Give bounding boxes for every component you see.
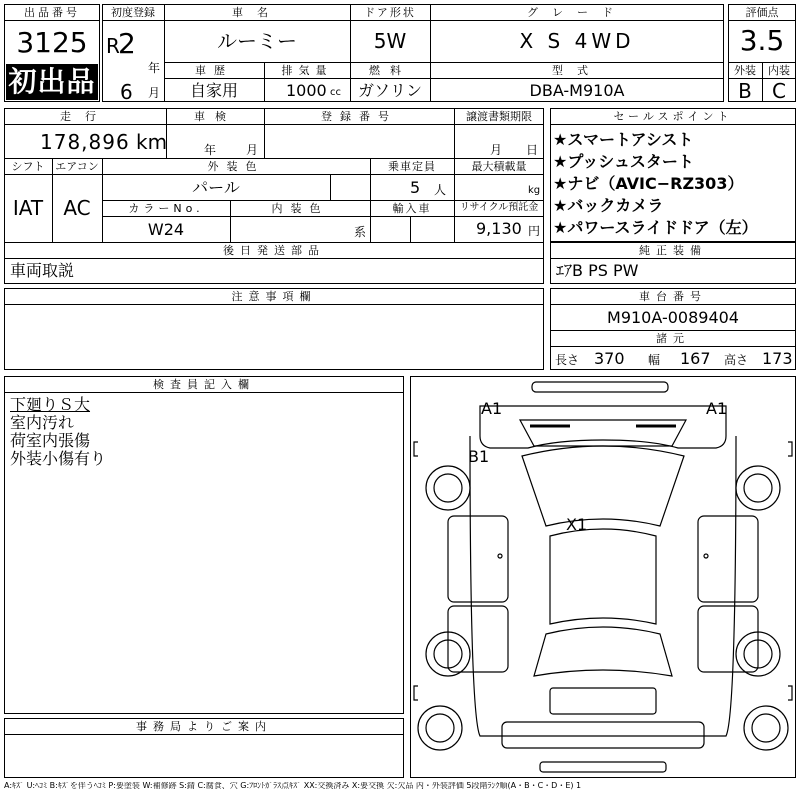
grade-value: X S 4WD (519, 29, 635, 53)
history-value: 自家用 (189, 81, 238, 100)
chassis-value: M910A-0089404 (607, 308, 739, 327)
max-load-unit: kg (528, 185, 541, 196)
right-front-door (698, 516, 758, 602)
model-label: 型式 (552, 63, 602, 77)
inspection-month-unit: 月 (246, 143, 259, 157)
exterior-grade: B (738, 79, 752, 103)
later-parts-value: 車両取説 (10, 261, 75, 280)
capacity-value: 5 (410, 178, 421, 197)
shift-value: IAT (12, 196, 44, 220)
displacement-unit: cc (330, 87, 341, 98)
inspection-year-unit: 年 (204, 143, 217, 157)
standard-equip-value: ｴｱB PS PW (556, 261, 639, 280)
ext-color-label: 外装色 (207, 159, 265, 173)
grade-label: グレード (527, 5, 627, 19)
cabin (522, 446, 684, 526)
interior-grade: C (772, 79, 786, 103)
sales-point-1: ★スマートアシスト (553, 130, 694, 149)
damage-mark-front-right: A1 (706, 399, 728, 418)
later-parts-label: 後日発送部品 (223, 243, 325, 257)
shift-label: シフト (11, 159, 45, 173)
mileage-value: 178,896 (40, 130, 130, 154)
rear-bumper (502, 722, 704, 748)
ac-value: AC (63, 196, 91, 220)
mileage-label: 走行 (60, 109, 110, 123)
inspector-line-4: 外装小傷有り (10, 449, 107, 468)
history-label: 車歴 (195, 63, 233, 77)
damage-mark-roof: X1 (566, 515, 588, 534)
int-color-unit: 系 (354, 225, 367, 239)
fuel-value: ガソリン (357, 81, 422, 100)
spare-wheel-right (744, 706, 788, 750)
length-label: 長さ (555, 353, 580, 367)
legend: A:ｷｽﾞ U:ﾍｺﾐ B:ｷｽﾞを伴うﾍｺﾐ P:要塗装 W:補修跡 S:錆 C:腐食、穴 G:ﾌﾛﾝﾄｶﾞﾗｽ点ｷｽﾞ XX:交換済み X:要交換 欠:欠品 内・外装評価 5段階ﾗﾝｸ順(A・B・C・D・E) 1 (4, 782, 582, 790)
import-label: 輸入車 (392, 201, 432, 215)
front-bumper (532, 382, 668, 392)
sales-point-3: ★ナビ（AVIC−RZ303） (553, 174, 744, 193)
height-label: 高さ (724, 353, 749, 367)
capacity-label: 乗車定員 (388, 159, 436, 173)
model-value: DBA-M910A (529, 81, 625, 100)
max-load-label: 最大積載量 (471, 159, 527, 173)
tailgate (550, 688, 656, 714)
ext-color-value: パール (192, 178, 240, 197)
car-diagram (410, 376, 796, 778)
displacement-value: 1000 (286, 81, 327, 100)
month-unit: 月 (148, 86, 161, 100)
spare-wheel-left (418, 706, 462, 750)
fuel-label: 燃料 (369, 63, 411, 77)
first-reg-label: 初度登録 (111, 5, 155, 19)
height-value: 173 (762, 349, 793, 368)
transfer-month-unit: 月 (490, 143, 503, 157)
office-label: 事務局よりご案内 (136, 719, 272, 733)
wheel-front-right (736, 466, 780, 510)
reg-number-label: 登録番号 (321, 109, 397, 123)
color-no-label: カラーNo. (128, 201, 204, 215)
car-name: ルーミー (217, 29, 297, 53)
width-value: 167 (680, 349, 711, 368)
body-outline (480, 406, 726, 448)
year-unit: 年 (148, 61, 161, 75)
damage-mark-front-left: A1 (481, 399, 503, 418)
specs-label: 諸元 (656, 331, 690, 345)
chassis-label: 車台番号 (639, 289, 707, 303)
right-rear-door (698, 606, 758, 672)
lot-number: 3125 (16, 26, 88, 59)
color-no-value: W24 (147, 220, 185, 239)
length-value: 370 (594, 349, 625, 368)
interior-label: 内装 (768, 63, 790, 77)
door-value: 5W (373, 29, 407, 53)
sales-point-4: ★バックカメラ (553, 196, 664, 215)
exterior-label: 外装 (734, 63, 756, 77)
left-rear-door (448, 606, 508, 672)
year-value: 2 (118, 27, 136, 60)
mileage-unit: km (136, 130, 168, 154)
sales-point-5: ★パワースライドドア（左） (553, 218, 758, 237)
inspector-label: 検査員記入欄 (153, 377, 255, 391)
int-color-label: 内装色 (271, 201, 329, 215)
windshield (520, 420, 686, 446)
first-listing-text: 初出品 (8, 65, 96, 98)
door-label: ドア形状 (364, 5, 416, 19)
score-label: 評価点 (745, 5, 779, 19)
inspector-line-1: 下廻りＳ大 (10, 395, 91, 414)
era: R (106, 34, 120, 58)
width-label: 幅 (648, 353, 661, 367)
sales-points-label: セールスポイント (613, 109, 733, 123)
displacement-label: 排気量 (281, 63, 333, 77)
car-name-label: 車名 (232, 5, 282, 19)
month-value: 6 (120, 80, 133, 104)
capacity-unit: 人 (434, 183, 447, 197)
score-value: 3.5 (739, 24, 785, 57)
inspector-line-2: 室内汚れ (10, 413, 75, 432)
left-front-door (448, 516, 508, 602)
inspector-line-3: 荷室内張傷 (10, 431, 91, 450)
recycle-unit: 円 (528, 224, 541, 238)
transfer-label: 譲渡書類期限 (466, 109, 532, 123)
recycle-label: リサイクル預託金 (459, 202, 539, 213)
standard-equip-label: 純正装備 (639, 243, 707, 257)
transfer-day-unit: 日 (526, 143, 539, 157)
lot-number-label: 出品番号 (24, 5, 80, 19)
inspection-label: 車検 (194, 109, 236, 123)
notes-label: 注意事項欄 (231, 289, 317, 303)
damage-mark-left-fender: B1 (468, 447, 490, 466)
sales-point-2: ★プッシュスタート (553, 152, 694, 171)
ac-label: エアコン (55, 159, 99, 173)
recycle-value: 9,130 (476, 219, 522, 238)
wheel-front-left (426, 466, 470, 510)
